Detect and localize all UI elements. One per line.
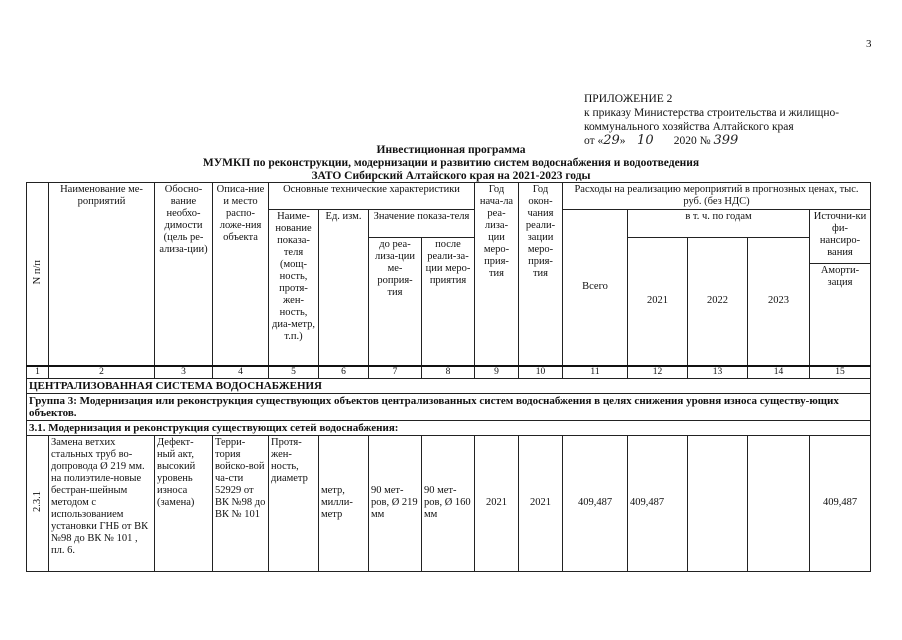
column-number: 13 [688,366,748,379]
column-number: 2 [49,366,155,379]
column-number: 15 [810,366,871,379]
row-after: 90 мет-ров, Ø 160 мм [422,435,475,571]
header-location: Описа-ние и место распо-ложе-ния объекта [213,183,269,366]
investment-table [26,182,871,572]
row-location: Терри-тория войско-вой ча-сти 52929 от ВК №98 до ВК № 101 [213,435,269,571]
column-number-row [27,366,871,379]
appendix-date: от «29» 10 2020 № 399 [584,133,739,148]
section-heading: ЦЕНТРАЛИЗОВАННАЯ СИСТЕМА ВОДОСНАБЖЕНИЯ [27,378,871,393]
row-tech-name: Протя-жен-ность, диаметр [269,435,319,571]
handwritten-month: 10 [637,133,654,148]
column-number: 5 [269,366,319,379]
page-number: 3 [866,38,872,50]
header-after: после реали-за-ции меро-приятия [422,238,475,366]
header-2023: 2023 [748,238,810,366]
row-end-year: 2021 [519,435,563,571]
appendix-block [584,92,884,148]
subgroup-heading: 3.1. Модернизация и реконструкция существующих сетей водоснабжения: [27,420,871,435]
document-title: Инвестиционная программа [376,144,526,156]
header-amortization: Аморти-зация [810,264,871,366]
row-2022 [688,435,748,571]
header-np: N п/п [27,183,49,366]
header-2022: 2022 [688,238,748,366]
column-number: 3 [155,366,213,379]
row-basis: Дефект-ный акт, высокий уровень износа (замена) [155,435,213,571]
header-before: до реа-лиза-ции ме-роприя-тия [369,238,422,366]
handwritten-day: 29 [603,133,620,148]
header-costs: Расходы на реализацию мероприятий в прогнозных ценах, тыс. руб. (без НДС) [563,183,871,210]
row-unit: метр, милли-метр [319,435,369,571]
header-value: Значение показа-теля [369,210,475,238]
table-row [27,435,871,571]
column-number: 4 [213,366,269,379]
row-np: 2.3.1 [27,435,49,571]
header-by-years: в т. ч. по годам [628,210,810,238]
header-basis: Обосно-вание необхо-димости (цель ре-ализа-ции) [155,183,213,366]
appendix-line: коммунального хозяйства Алтайского края [584,121,794,133]
row-2021: 409,487 [628,435,688,571]
handwritten-number: 399 [713,133,739,148]
appendix-line: к приказу Министерства строительства и жилищно- [584,107,840,119]
column-number: 6 [319,366,369,379]
column-number: 10 [519,366,563,379]
header-end-year: Год окон-чания реали-зации меро-прия-тия [519,183,563,366]
column-number: 11 [563,366,628,379]
header-unit: Ед. изм. [319,210,369,366]
row-total: 409,487 [563,435,628,571]
header-2021: 2021 [628,238,688,366]
column-number: 1 [27,366,49,379]
column-number: 9 [475,366,519,379]
document-subtitle-2: ЗАТО Сибирский Алтайского края на 2021-2023 годы [311,170,591,182]
column-number: 8 [422,366,475,379]
row-2023 [748,435,810,571]
row-amortization: 409,487 [810,435,871,571]
header-name: Наименование ме-роприятий [49,183,155,366]
column-number: 12 [628,366,688,379]
row-name: Замена ветхих стальных труб во-допровода Ø 219 мм. на полиэтиле-новые бестран-шейным методом с использованием установки ГНБ от ВК №98 до ВК № 101 , пл. 6. [49,435,155,571]
header-sources: Источни-ки фи-нансиро-вания [810,210,871,264]
header-tech: Основные технические характеристики [269,183,475,210]
group-heading: Группа 3: Модернизация или реконструкция существующих объектов централизованных систем водоснабжения в целях снижения уровня износа существу-ющих объектов. [27,393,871,420]
row-before: 90 мет-ров, Ø 219 мм [369,435,422,571]
header-total: Всего [563,210,628,366]
document-subtitle: МУМКП по реконструкции, модернизации и развитию систем водоснабжения и водоотведения [202,157,700,169]
column-number: 14 [748,366,810,379]
column-number: 7 [369,366,422,379]
header-start-year: Год нача-ла реа-лизa-ции меро-прия-тия [475,183,519,366]
row-start-year: 2021 [475,435,519,571]
appendix-title: ПРИЛОЖЕНИЕ 2 [584,93,673,105]
header-tech-name: Наиме-нование показа-теля (мощ-ность, протя-жен-ность, диа-метр, т.п.) [269,210,319,366]
